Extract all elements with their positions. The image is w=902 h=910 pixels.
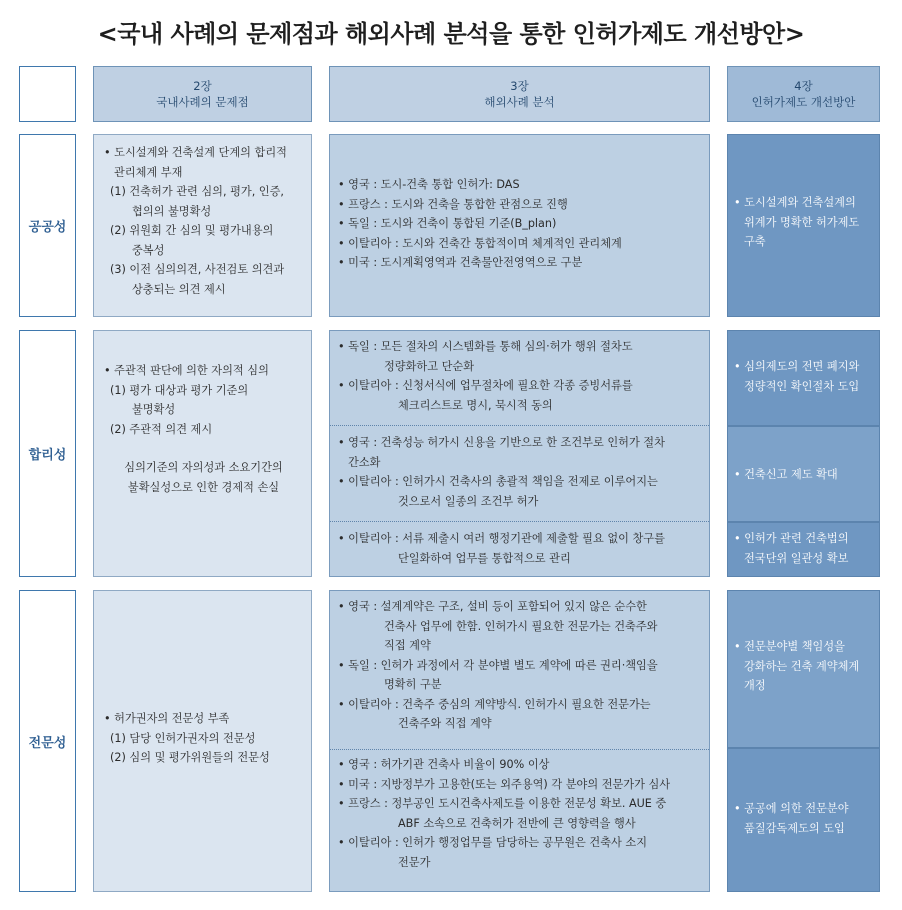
expert-case-germany-cont: 명확히 구분: [384, 678, 442, 691]
expert-case-france: • 프랑스 : 정부공인 도시건축사제도를 이용한 전문성 확보. AUE 중: [338, 797, 667, 810]
expert-case-uk: • 영국 : 설계계약은 구조, 설비 등이 포함되어 있지 않은 순수한: [338, 600, 647, 613]
rational-divider-2: [330, 521, 709, 522]
rational-bullet: • 주관적 판단에 의한 자의적 심의: [104, 364, 269, 377]
rational-improvement-a-line2: 정량적인 확인절차 도입: [744, 379, 860, 393]
expert-item-2: (2) 심의 및 평가위원들의 전문성: [110, 751, 270, 764]
rational-improvement-a-line1: • 심의제도의 전면 폐지와: [734, 360, 860, 373]
expert-case-uk-cont1: 건축사 업무에 한함. 인허가시 필요한 전문가는 건축주와: [384, 619, 658, 633]
public-case-usa: • 미국 : 도시계획영역과 건축물안전영역으로 구분: [338, 256, 583, 269]
public-bullet-cont: 관리체계 부재: [114, 165, 183, 179]
public-foreign-cases: [329, 134, 710, 317]
rational-item-1-cont: 불명확성: [132, 403, 176, 416]
public-improvement-line3: 구축: [744, 235, 766, 248]
rational-case-germany: • 독일 : 모든 절차의 시스템화를 통해 심의·허가 행위 절차도: [338, 340, 633, 353]
rational-domestic-issues: [93, 330, 312, 577]
rational-case-uk-cont: 간소화: [348, 455, 381, 469]
public-item-2-cont: 중복성: [132, 243, 165, 257]
public-item-1: (1) 건축허가 관련 심의, 평가, 인증,: [110, 185, 284, 198]
header-chapter2-title: 국내사례의 문제점: [156, 95, 249, 109]
rational-case-uk: • 영국 : 건축성능 허가시 신용을 기반으로 한 조건부로 인허가 절차: [338, 436, 665, 449]
header-chapter3: [329, 66, 710, 122]
rational-case-italy-3: • 이탈리아 : 서류 제출시 여러 행정기관에 제출할 필요 없이 창구를: [338, 532, 665, 545]
expert-case-usa: • 미국 : 지방정부가 고용한(또는 외주용역) 각 분야의 전문가가 심사: [338, 777, 671, 791]
expert-bullet: • 허가권자의 전문성 부족: [104, 712, 230, 725]
public-item-1-cont: 협의의 불명확성: [132, 204, 212, 218]
rational-improvement-b-line1: • 건축신고 제도 확대: [734, 468, 838, 481]
expert-cases-group-b: [338, 755, 705, 872]
row-label-public: 공공성: [19, 134, 76, 317]
expert-case-uk-cont2: 직접 계약: [384, 639, 431, 652]
public-improvement-line2: 위계가 명확한 허가제도: [744, 215, 860, 229]
rational-foreign-cases: [329, 330, 710, 577]
expert-improvement-b-line1: • 공공에 의한 전문분야: [734, 802, 849, 815]
public-domestic-issues: [93, 134, 312, 317]
expert-case-italy: • 이탈리아 : 건축주 중심의 계약방식. 인허가시 필요한 전문가는: [338, 697, 651, 711]
header-chapter4-title: 인허가제도 개선방안: [751, 95, 856, 109]
rational-improvement-b: [727, 426, 880, 522]
rational-case-italy-2: • 이탈리아 : 인허가시 건축사의 총괄적 책임을 전제로 이루어지는: [338, 475, 658, 488]
header-chapter4: [727, 66, 880, 122]
rational-item-2: (2) 주관적 의견 제시: [110, 422, 213, 436]
public-improvement-line1: • 도시설계와 건축설계의: [734, 196, 856, 209]
header-chapter4-number: 4장: [794, 79, 813, 93]
rational-cases-group-a: [338, 337, 705, 415]
rational-cases-group-c: [338, 529, 705, 568]
rational-improvement-c-line2: 전국단위 일관성 확보: [744, 551, 849, 565]
expert-domestic-issues: [93, 590, 312, 892]
expert-improvement-a-line1: • 전문분야별 책임성을: [734, 640, 845, 653]
expert-case-germany: • 독일 : 인허가 과정에서 각 분야별 별도 계약에 따른 권리·책임을: [338, 658, 658, 672]
rational-case-italy-3-cont: 단일화하여 업무를 통합적으로 관리: [398, 551, 571, 565]
rational-note-1: 심의기준의 자의성과 소요기간의: [124, 461, 283, 474]
public-item-2: (2) 위원회 간 심의 및 평가내용의: [110, 224, 274, 237]
rational-case-italy: • 이탈리아 : 신청서식에 업무절차에 필요한 각종 증빙서류를: [338, 379, 633, 392]
header-chapter3-number: 3장: [510, 79, 529, 93]
expert-improvement-a: [727, 590, 880, 748]
public-improvement: [727, 134, 880, 317]
expert-cases-group-a: [338, 597, 705, 734]
public-case-uk: • 영국 : 도시-건축 통합 인허가: DAS: [338, 178, 520, 191]
page-title: <국내 사례의 문제점과 해외사례 분석을 통한 인허가제도 개선방안>: [97, 20, 805, 48]
expert-improvement-b-line2: 품질감독제도의 도입: [744, 821, 845, 835]
public-case-germany: • 독일 : 도시와 건축이 통합된 기준(B_plan): [338, 217, 557, 230]
expert-case-italy-2-cont: 전문가: [398, 855, 431, 869]
row-label-expert: 전문성: [19, 590, 76, 892]
public-item-3: (3) 이전 심의의견, 사전검토 의견과: [110, 263, 285, 276]
public-case-italy: • 이탈리아 : 도시와 건축간 통합적이며 체계적인 관리체계: [338, 236, 622, 250]
rational-improvement-a: [727, 330, 880, 426]
rational-case-italy-cont: 체크리스트로 명시, 묵시적 동의: [398, 398, 553, 412]
public-case-france: • 프랑스 : 도시와 건축을 통합한 관점으로 진행: [338, 197, 568, 211]
rational-improvement-c-line1: • 인허가 관련 건축법의: [734, 532, 849, 545]
rational-note-2: 불확실성으로 인한 경제적 손실: [127, 480, 280, 494]
expert-case-uk-2: • 영국 : 허가기관 건축사 비율이 90% 이상: [338, 758, 550, 771]
rational-item-1: (1) 평가 대상과 평가 기준의: [110, 383, 249, 397]
expert-foreign-cases: [329, 590, 710, 892]
header-empty-cell: [19, 66, 76, 122]
rational-cases-group-b: [338, 433, 705, 511]
expert-improvement-a-line2: 강화하는 건축 계약체계: [744, 659, 860, 673]
header-chapter2: [93, 66, 312, 122]
rational-case-italy-2-cont: 것으로서 일종의 조건부 허가: [398, 494, 539, 508]
header-chapter3-title: 해외사례 분석: [484, 95, 555, 109]
expert-improvement-a-line3: 개정: [744, 679, 766, 692]
rational-case-germany-cont: 정량화하고 단순화: [384, 359, 475, 373]
expert-case-france-cont: ABF 소속으로 건축허가 전반에 큰 영향력을 행사: [398, 816, 636, 830]
rational-improvement-c: [727, 522, 880, 577]
public-bullet: • 도시설계와 건축설계 단계의 합리적: [104, 146, 287, 159]
expert-improvement-b: [727, 748, 880, 892]
expert-divider: [330, 749, 709, 750]
public-item-3-cont: 상충되는 의견 제시: [132, 282, 226, 296]
rational-divider-1: [330, 425, 709, 426]
expert-item-1: (1) 담당 인허가권자의 전문성: [110, 731, 256, 745]
expert-case-italy-cont: 건축주와 직접 계약: [398, 717, 492, 730]
row-label-rational: 합리성: [19, 330, 76, 577]
header-chapter2-number: 2장: [193, 79, 212, 93]
expert-case-italy-2: • 이탈리아 : 인허가 행정업무를 담당하는 공무원은 건축사 소지: [338, 836, 647, 849]
